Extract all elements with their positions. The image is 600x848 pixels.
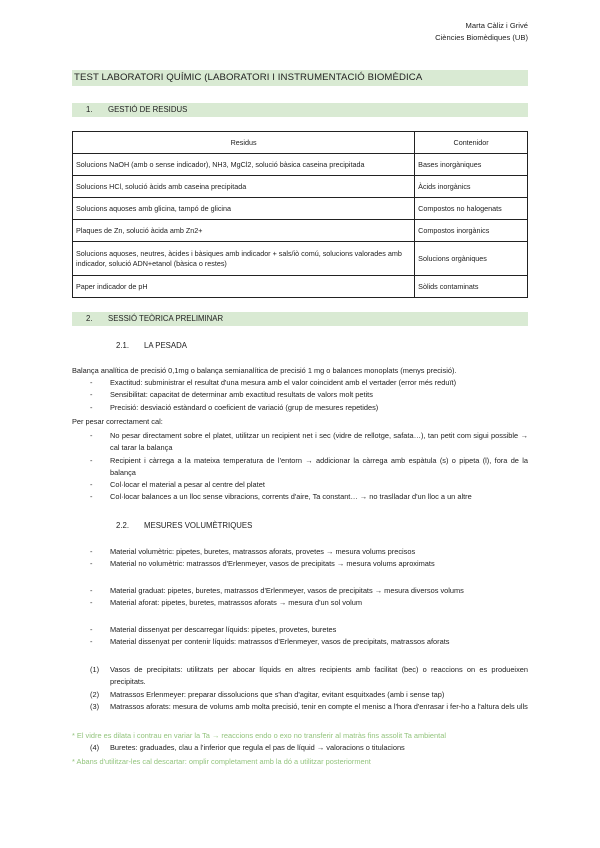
list-item: - Material graduat: pipetes, buretes, matrassos d'Erlenmeyer, vasos de precipitats → mesura diversos volums — [90, 586, 464, 595]
list-item: - Material no volumètric: matrassos d'Erlenmeyer, vasos de precipitats → mesura volums aproximats — [90, 559, 435, 569]
list-item: - Recipient i càrrega a la mateixa temperatura de l'entorn → addicionar la càrrega amb espàtula (s) o pipeta (l), fora de la balança — [90, 455, 528, 477]
list-item: - Material volumètric: pipetes, buretes, matrassos aforats, provetes → mesura volums precisos — [90, 547, 416, 556]
subsection-number: 2.2. — [116, 521, 130, 530]
volum-group-3 — [72, 624, 528, 649]
residus-table — [72, 131, 528, 298]
volum-numbered-list — [72, 664, 528, 713]
section-gestio-residus — [72, 103, 528, 117]
table-cell: Bases inorgàniques — [415, 154, 528, 176]
table-header-row — [73, 132, 528, 154]
subsection-label: LA PESADA — [144, 341, 187, 350]
subsection-label: MESURES VOLUMÈTRIQUES — [144, 521, 253, 530]
section-label: SESSIÓ TEÒRICA PRELIMINAR — [108, 314, 224, 323]
list-item: (1) Vasos de precipitats: utilitzats per abocar líquids en altres recipients amb facilitat (bec) o reaccions on es produeixen precipitats. — [90, 665, 528, 687]
volum-group-1 — [72, 546, 528, 571]
list-item: - Exactitud: subministrar el resultat d'una mesura amb el valor coincident amb el vertader (error més reduït) — [90, 378, 457, 387]
table-cell: Compostos inorgànics — [415, 220, 528, 242]
table-row — [73, 242, 528, 276]
pesada-intro-2: Per pesar correctament cal: — [72, 417, 163, 426]
list-item: - Precisió: desviació estàndard o coeficient de variació (grup de mesures repetides) — [90, 402, 379, 412]
note-buretes: * Abans d'utilitzar-les cal descartar: omplir completament amb la dó a utilitzar posteriorment — [72, 757, 371, 766]
table-cell: Solucions NaOH (amb o sense indicador), NH3, MgCl2, solució bàsica caseina precipitada — [73, 154, 415, 176]
table-cell: Paper indicador de pH — [73, 276, 415, 298]
course-name: Ciències Biomèdiques (UB) — [435, 33, 528, 42]
table-cell: Àcids inorgànics — [415, 176, 528, 198]
table-row — [73, 154, 528, 176]
list-item: - Material dissenyat per contenir líquids: matrassos d'Erlenmeyer, vasos de precipitats, matrassos aforats — [90, 637, 450, 647]
section-label: GESTIÓ DE RESIDUS — [108, 105, 188, 114]
table-cell: Compostos no halogenats — [415, 198, 528, 220]
table-row — [73, 198, 528, 220]
list-item: - Col·locar el material a pesar al centre del platet — [90, 480, 265, 490]
table-row — [73, 276, 528, 298]
table-row — [73, 220, 528, 242]
list-item: (3) Matrassos aforats: mesura de volums amb molta precisió, tenir en compte el menisc a l'hora d'enrasar i fer-ho a l'altura dels ulls — [90, 701, 528, 711]
column-header-residus: Residus — [73, 132, 415, 154]
volum-numbered-list-2 — [72, 742, 528, 754]
list-item: - Material aforat: pipetes, buretes, matrassos aforats → mesura d'un sol volum — [90, 598, 362, 608]
note-dilatacio: * El vidre es dilata i contrau en variar la Ta → reaccions endo o exo no transferir al matràs fins assolit Ta ambiental — [72, 731, 446, 740]
page-header — [435, 20, 528, 44]
list-item: (2) Matrassos Erlenmeyer: preparar dissolucions que s'han d'agitar, evitant esquitxades (amb i sense tap) — [90, 689, 445, 699]
column-header-contenidor: Contenidor — [415, 132, 528, 154]
document-title: TEST LABORATORI QUÍMIC (LABORATORI I INSTRUMENTACIÓ BIOMÈDICA — [72, 70, 528, 86]
pesada-properties-list — [72, 377, 528, 414]
list-item: - Material dissenyat per descarregar líquids: pipetes, provetes, buretes — [90, 625, 337, 634]
table-cell: Solucions HCl, solució àcids amb caseina precipitada — [73, 176, 415, 198]
table-cell: Plaques de Zn, solució àcida amb Zn2+ — [73, 220, 415, 242]
list-item: - No pesar directament sobre el platet, utilitzar un recipient net i sec (vidre de rellotge, safata…), tan petit com sigui possible → cal tarar la balança — [90, 431, 528, 453]
section-sessio-teorica — [72, 312, 528, 326]
pesada-steps-list — [72, 430, 528, 504]
section-number: 1. — [86, 105, 93, 114]
table-cell: Solucions orgàniques — [415, 242, 528, 276]
table-cell: Sòlids contaminats — [415, 276, 528, 298]
table-cell: Solucions aquoses amb glicina, tampó de glicina — [73, 198, 415, 220]
table-row — [73, 176, 528, 198]
list-item: - Sensibilitat: capacitat de determinar amb exactitud resultats de valors molt petits — [90, 390, 373, 400]
volum-group-2 — [72, 585, 528, 610]
list-item: - Col·locar balances a un lloc sense vibracions, corrents d'aire, Ta constant… → no traslladar d'un lloc a un altre — [90, 492, 472, 502]
section-number: 2. — [86, 314, 93, 323]
author-name: Marta Càliz i Grivé — [465, 21, 528, 30]
subsection-number: 2.1. — [116, 341, 130, 350]
table-cell: Solucions aquoses, neutres, àcides i bàsiques amb indicador + sals/iò comú, solucions valorades amb indicador, solució ADN+etanol (bàsica o restes) — [73, 242, 415, 276]
list-item: (4) Buretes: graduades, clau a l'inferior que regula el pas de líquid → valoracions o titulacions — [90, 743, 405, 752]
pesada-intro: Balança analítica de precisió 0,1mg o balança semianalítica de precisió 1 mg o balances monoplats (menys precisió). — [72, 366, 457, 375]
